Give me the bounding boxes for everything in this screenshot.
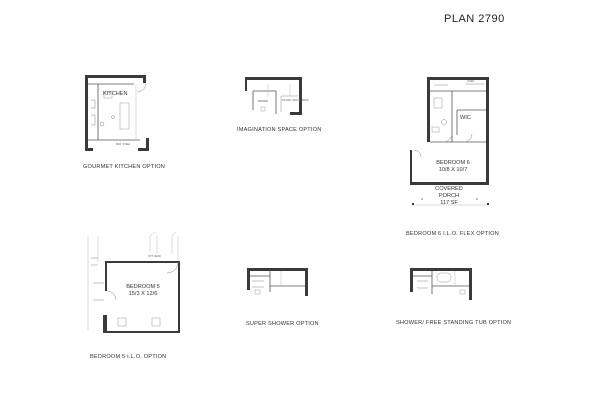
bedroom-5-name: BEDROOM 5 — [126, 284, 160, 290]
bedroom-6-label — [432, 160, 474, 174]
imagination-space-caption: IMAGINATION SPACE OPTION — [237, 127, 322, 133]
porch-area: 117 SF — [440, 200, 458, 206]
bedroom-5-plan — [88, 232, 180, 333]
porch-name-line-2: PORCH — [438, 193, 460, 199]
bedroom-6-name: BEDROOM 6 — [436, 160, 470, 166]
kitchen-room-label: KITCHEN — [103, 91, 128, 97]
desk-note: OPT. DESK — [148, 255, 162, 258]
kitchen-note: PER. STEEL — [116, 143, 131, 146]
wic-label: WIC — [460, 115, 471, 121]
bedroom-5-dimensions: 15/3 X 12/6 — [128, 291, 158, 297]
gourmet-kitchen-caption: GOURMET KITCHEN OPTION — [83, 164, 165, 170]
shower-tub-caption: SHOWER/ FREE STANDING TUB OPTION — [396, 320, 512, 326]
bedroom-5-caption: BEDROOM 5 I.L.O. OPTION — [90, 354, 167, 360]
bedroom-6-dimensions: 10/8 X 10/7 — [438, 167, 468, 173]
gourmet-kitchen-plan — [85, 75, 149, 151]
shower-tub-plan — [410, 268, 472, 300]
super-shower-caption: SUPER SHOWER OPTION — [246, 321, 319, 327]
bedroom-5-label — [121, 284, 165, 298]
bedroom-6-caption: BEDROOM 6 I.L.O. FLEX OPTION — [406, 231, 499, 237]
imagination-space-note: TRAVEL SPACE/ DESK — [282, 99, 309, 102]
covered-porch-label — [429, 186, 469, 207]
super-shower-plan — [247, 268, 308, 296]
porch-name-line-1: COVERED — [435, 186, 463, 192]
linen-note: LINEN — [467, 80, 475, 83]
imagination-space-plan — [245, 77, 302, 115]
plan-title: PLAN 2790 — [444, 13, 505, 25]
